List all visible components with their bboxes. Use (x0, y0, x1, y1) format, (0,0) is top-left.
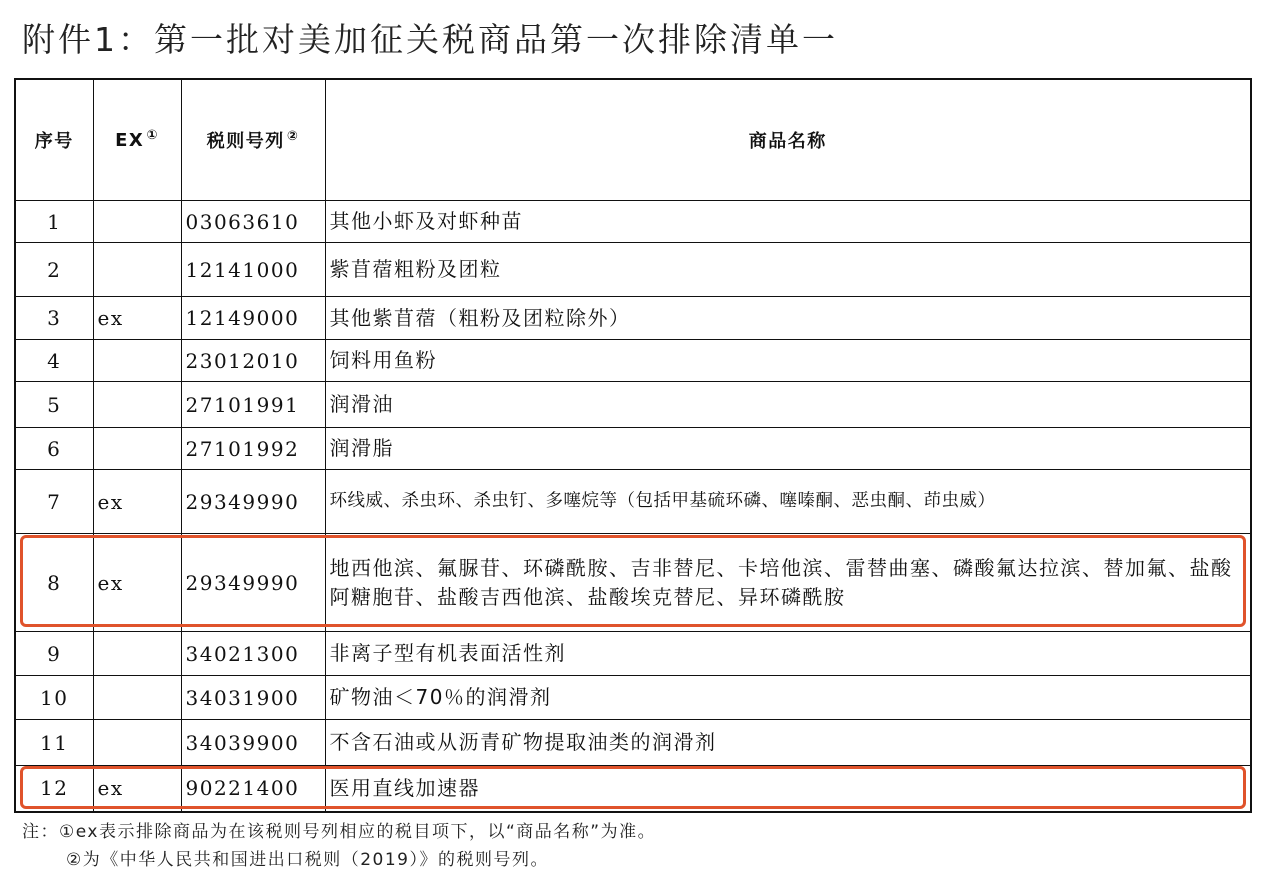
cell-ex (93, 201, 181, 243)
cell-index: 9 (15, 632, 93, 676)
table-row (15, 201, 1251, 243)
cell-product-name: 医用直线加速器 (325, 766, 1251, 812)
cell-tariff-code: 23012010 (181, 340, 325, 382)
table-row (15, 340, 1251, 382)
footnote-mark-1: ① (146, 127, 159, 143)
cell-product-name: 润滑油 (325, 382, 1251, 428)
table-row (15, 534, 1251, 632)
cell-tariff-code: 27101992 (181, 428, 325, 470)
footnote-1: 注：①ex表示排除商品为在该税则号列相应的税目项下，以“商品名称”为准。 (22, 822, 657, 842)
cell-product-name: 矿物油＜70％的润滑剂 (325, 676, 1251, 720)
table-row (15, 470, 1251, 534)
cell-ex: ex (93, 534, 181, 632)
header-index: 序号 (15, 79, 93, 201)
table-row (15, 297, 1251, 340)
cell-product-name: 其他紫苜蓿（粗粉及团粒除外） (325, 297, 1251, 340)
cell-product-name: 紫苜蓿粗粉及团粒 (325, 243, 1251, 297)
cell-index: 7 (15, 470, 93, 534)
cell-product-name: 其他小虾及对虾种苗 (325, 201, 1251, 243)
cell-tariff-code: 34039900 (181, 720, 325, 766)
cell-tariff-code: 90221400 (181, 766, 325, 812)
cell-ex (93, 720, 181, 766)
cell-index: 4 (15, 340, 93, 382)
cell-tariff-code: 12141000 (181, 243, 325, 297)
cell-tariff-code: 27101991 (181, 382, 325, 428)
cell-index: 5 (15, 382, 93, 428)
footnote-mark-2: ② (286, 129, 300, 144)
cell-index: 3 (15, 297, 93, 340)
header-tariff-code: 税则号列 ② (181, 79, 325, 201)
cell-index: 6 (15, 428, 93, 470)
cell-product-name: 不含石油或从沥青矿物提取油类的润滑剂 (325, 720, 1251, 766)
cell-product-name: 地西他滨、氟脲苷、环磷酰胺、吉非替尼、卡培他滨、雷替曲塞、磷酸氟达拉滨、替加氟、盐酸阿糖胞苷、盐酸吉西他滨、盐酸埃克替尼、异环磷酰胺 (325, 534, 1251, 632)
cell-product-name: 饲料用鱼粉 (325, 340, 1251, 382)
cell-tariff-code: 34021300 (181, 632, 325, 676)
cell-tariff-code: 12149000 (181, 297, 325, 340)
header-ex: EX ① (93, 79, 181, 201)
cell-ex (93, 632, 181, 676)
cell-index: 2 (15, 243, 93, 297)
table-header-row (15, 79, 1251, 201)
cell-ex (93, 676, 181, 720)
table-row (15, 243, 1251, 297)
table-row (15, 720, 1251, 766)
footnotes (22, 818, 656, 874)
cell-ex: ex (93, 766, 181, 812)
footnote-2: ②为《中华人民共和国进出口税则（2019）》的税则号列。 (66, 850, 550, 870)
exclusion-list-table (14, 78, 1252, 813)
table-row (15, 766, 1251, 812)
cell-tariff-code: 29349990 (181, 534, 325, 632)
cell-index: 12 (15, 766, 93, 812)
cell-tariff-code: 03063610 (181, 201, 325, 243)
cell-tariff-code: 29349990 (181, 470, 325, 534)
header-product-name: 商品名称 (325, 79, 1251, 201)
cell-ex: ex (93, 470, 181, 534)
cell-index: 10 (15, 676, 93, 720)
cell-ex (93, 340, 181, 382)
cell-product-name: 非离子型有机表面活性剂 (325, 632, 1251, 676)
cell-product-name: 环线威、杀虫环、杀虫钉、多噻烷等（包括甲基硫环磷、噻嗪酮、恶虫酮、茚虫威） (325, 470, 1251, 534)
cell-index: 1 (15, 201, 93, 243)
cell-ex (93, 382, 181, 428)
table-row (15, 382, 1251, 428)
cell-ex (93, 243, 181, 297)
cell-ex (93, 428, 181, 470)
cell-ex: ex (93, 297, 181, 340)
document-title: 附件1：第一批对美加征关税商品第一次排除清单一 (22, 20, 838, 59)
cell-index: 11 (15, 720, 93, 766)
table-row (15, 632, 1251, 676)
cell-index: 8 (15, 534, 93, 632)
table-row (15, 428, 1251, 470)
table-row (15, 676, 1251, 720)
cell-product-name: 润滑脂 (325, 428, 1251, 470)
cell-tariff-code: 34031900 (181, 676, 325, 720)
